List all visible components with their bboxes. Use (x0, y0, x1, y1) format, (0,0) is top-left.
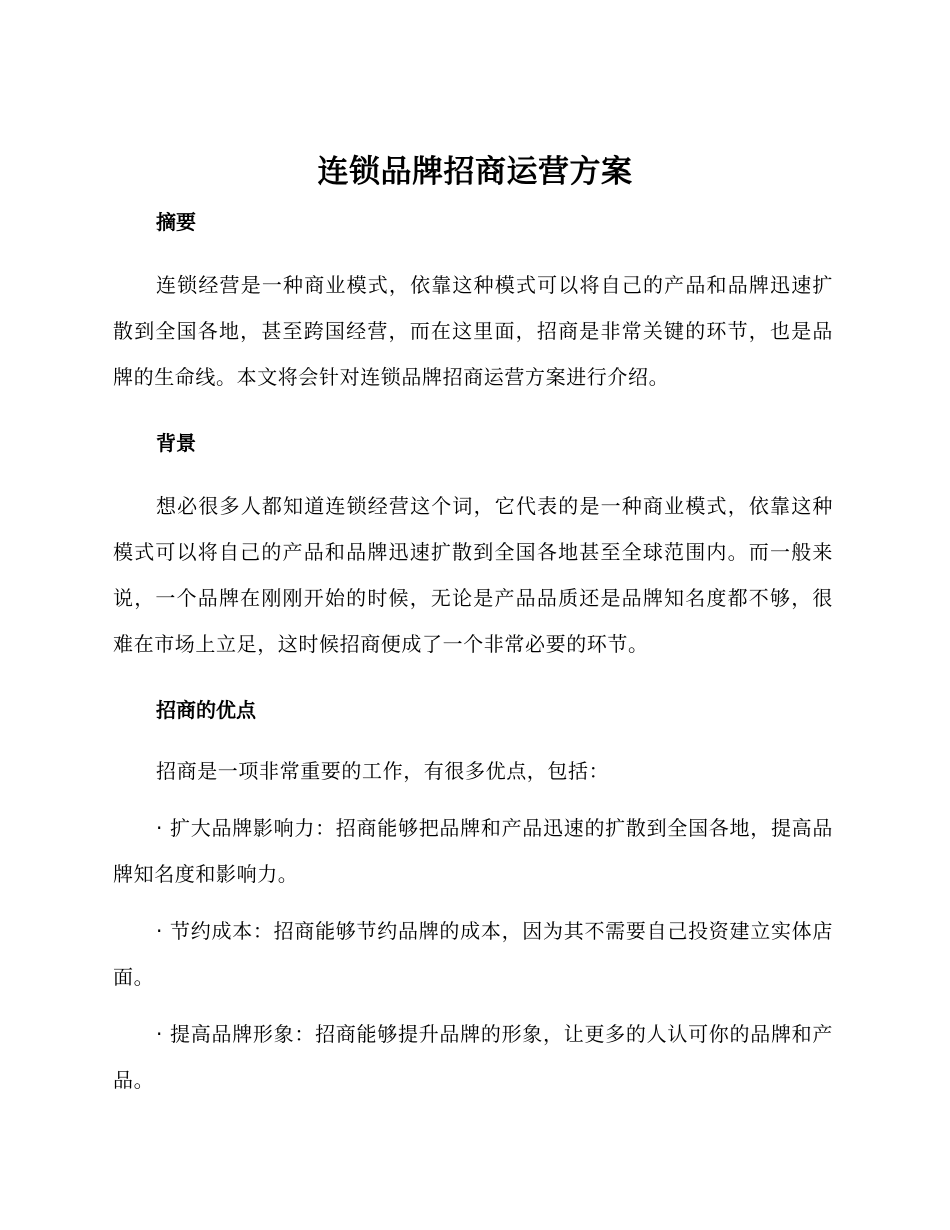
bullet-item: · 节约成本：招商能够节约品牌的成本，因为其不需要自己投资建立实体店面。 (113, 919, 833, 989)
bullet-item: · 提高品牌形象：招商能够提升品牌的形象，让更多的人认可你的品牌和产品。 (113, 1022, 833, 1092)
document-title: 连锁品牌招商运营方案 (317, 154, 633, 190)
section-heading-abstract: 摘要 (156, 210, 196, 234)
abstract-paragraph: 连锁经营是一种商业模式，依靠这种模式可以将自己的产品和品牌迅速扩散到全国各地，甚至跨国经营，而在这里面，招商是非常关键的环节，也是品牌的生命线。本文将会针对连锁品牌招商运营方案进行介绍。 (113, 273, 833, 389)
bullet-item: · 扩大品牌影响力：招商能够把品牌和产品迅速的扩散到全国各地，提高品牌知名度和影响力。 (113, 816, 833, 886)
document-body (113, 205, 833, 1103)
background-paragraph: 想必很多人都知道连锁经营这个词，它代表的是一种商业模式，依靠这种模式可以将自己的产品和品牌迅速扩散到全国各地甚至全球范围内。而一般来说，一个品牌在刚刚开始的时候，无论是产品品质还是品牌知名度都不够，很难在市场上立足，这时候招商便成了一个非常必要的环节。 (113, 494, 833, 656)
section-heading-background: 背景 (156, 431, 196, 455)
section-heading-advantages: 招商的优点 (156, 698, 256, 722)
advantages-intro-paragraph: 招商是一项非常重要的工作，有很多优点，包括： (156, 759, 610, 783)
